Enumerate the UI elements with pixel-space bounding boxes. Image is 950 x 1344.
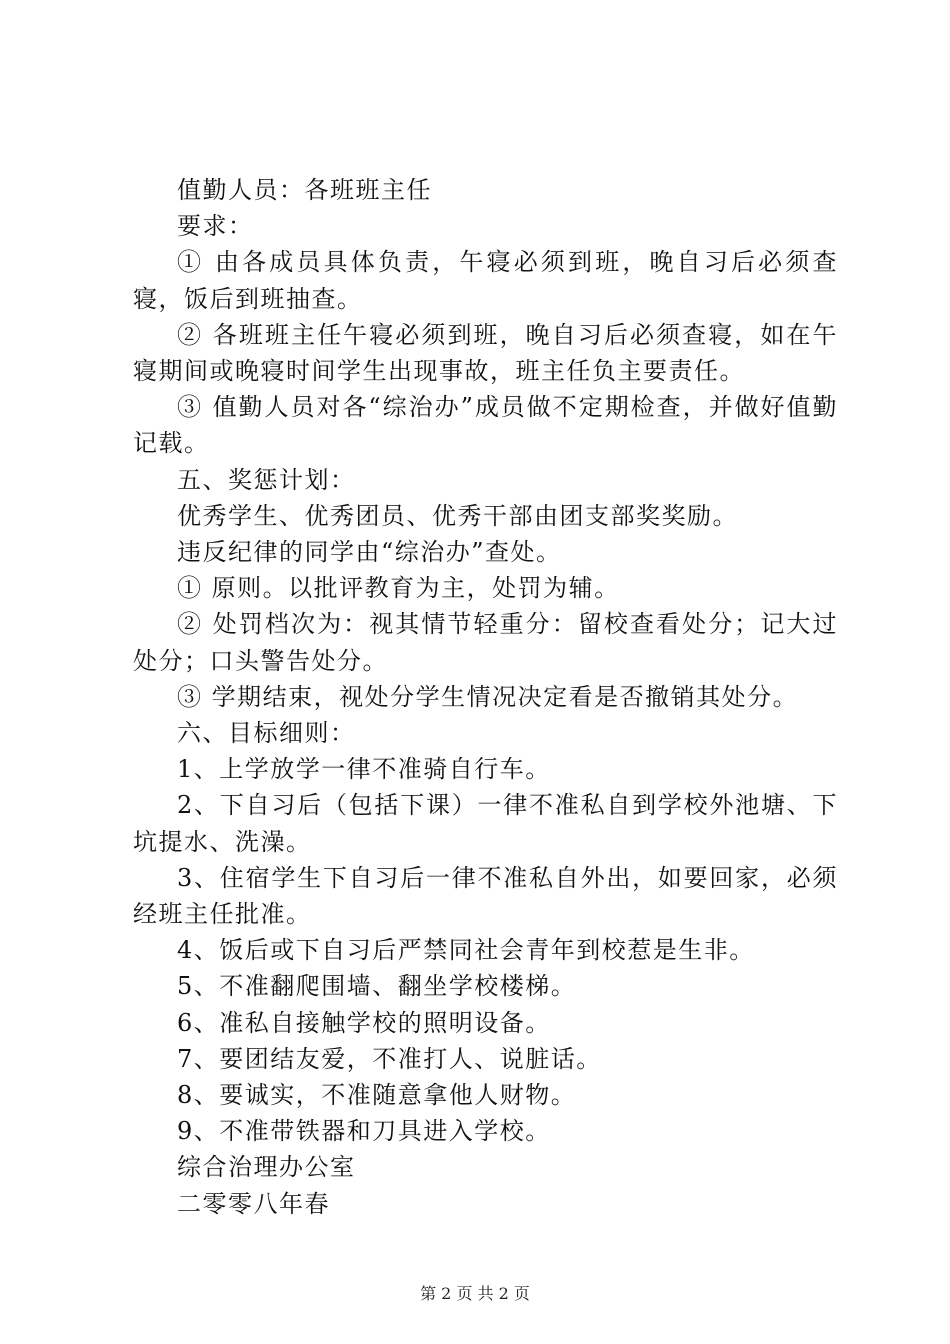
paragraph-term-end: ③ 学期结束，视处分学生情况决定看是否撤销其处分。 <box>177 682 799 711</box>
paragraph-rewards: 优秀学生、优秀团员、优秀干部由团支部奖奖励。 <box>177 501 738 530</box>
section-heading-rewards: 五、奖惩计划： <box>177 465 356 494</box>
rule-item-2: 2、下自习后（包括下课）一律不准私自到学校外池塘、下坑提水、洗澡。 <box>133 791 838 856</box>
paragraph-requirement-1: ① 由各成员具体负责，午寝必须到班，晚自习后必须查寝，饭后到班抽查。 <box>133 248 838 313</box>
rule-item-3: 3、住宿学生下自习后一律不准私自外出，如要回家，必须经班主任批准。 <box>133 863 838 929</box>
rule-item-5: 5、不准翻爬围墙、翻坐学校楼梯。 <box>177 972 577 1001</box>
document-body <box>133 172 838 1222</box>
paragraph-discipline: 违反纪律的同学由“综治办”查处。 <box>177 538 562 567</box>
page-number-footer: 第 2 页 共 2 页 <box>420 1284 530 1303</box>
paragraph-requirement-3: ③ 值勤人员对各“综治办”成员做不定期检查，并做好值勤记载。 <box>133 393 838 458</box>
rule-item-8: 8、要诚实，不准随意拿他人财物。 <box>177 1081 577 1110</box>
rule-item-1: 1、上学放学一律不准骑自行车。 <box>177 755 551 784</box>
signature-office: 综合治理办公室 <box>177 1153 356 1182</box>
rule-item-4: 4、饭后或下自习后严禁同社会青年到校惹是生非。 <box>177 936 755 965</box>
section-heading-rules: 六、目标细则： <box>177 719 356 748</box>
rule-item-9: 9、不准带铁器和刀具进入学校。 <box>177 1117 551 1146</box>
rule-item-6: 6、准私自接触学校的照明设备。 <box>177 1008 551 1037</box>
rule-item-7: 7、要团结友爱，不准打人、说脏话。 <box>177 1044 602 1073</box>
paragraph-penalty-levels: ② 处罚档次为：视其情节轻重分：留校查看处分；记大过处分；口头警告处分。 <box>133 610 838 675</box>
paragraph-requirement-2: ② 各班班主任午寝必须到班，晚自习后必须查寝，如在午寝期间或晚寝时间学生出现事故，班主任负主要责任。 <box>133 320 838 386</box>
paragraph-principle: ① 原则。以批评教育为主，处罚为辅。 <box>177 574 620 603</box>
paragraph-duty-staff: 值勤人员：各班班主任 <box>177 176 432 204</box>
paragraph-requirements-heading: 要求： <box>177 212 254 241</box>
signature-date: 二零零八年春 <box>177 1189 330 1218</box>
